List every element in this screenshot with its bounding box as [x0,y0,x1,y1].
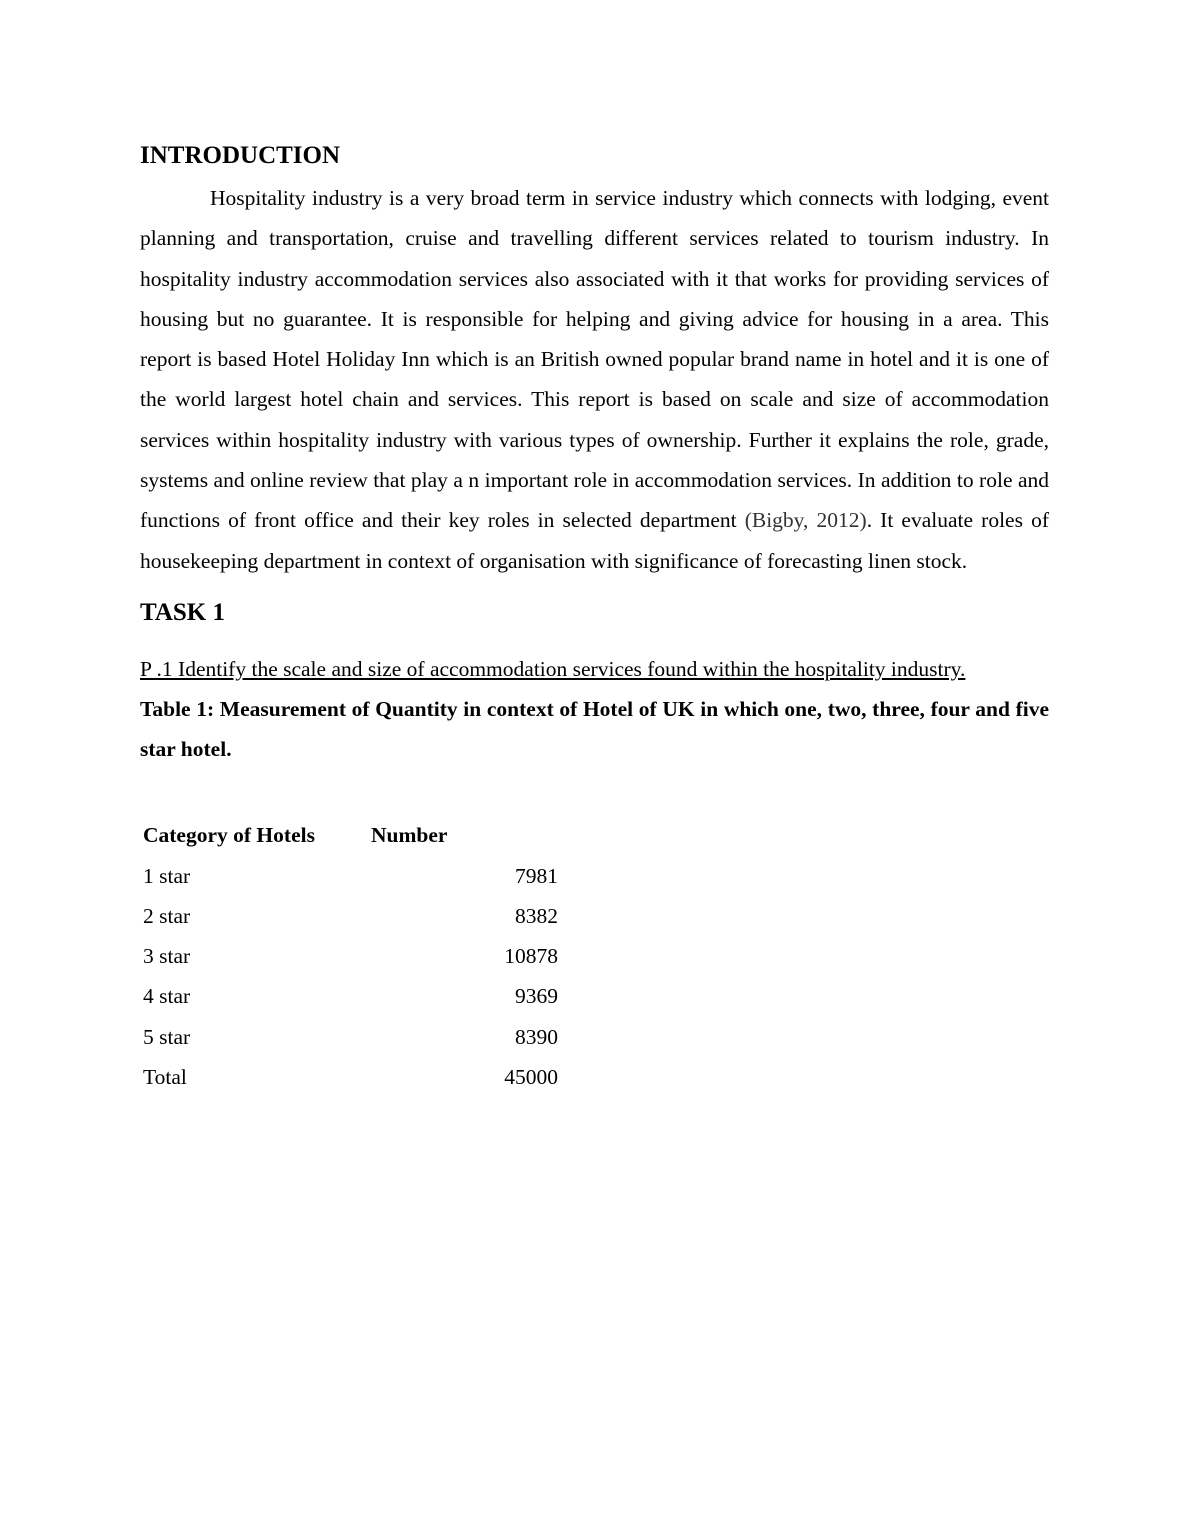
task1-subtask: P .1 Identify the scale and size of accommodation services found within the hospitality industry. [140,656,966,681]
row-category: 2 star [143,903,191,928]
row-number: 45000 [504,1064,558,1089]
table-row [140,896,558,936]
document-page [140,138,1049,1098]
table-header-row [140,816,558,856]
row-number: 7981 [515,863,558,888]
table-row [140,856,558,896]
introduction-paragraph [140,178,1049,581]
table-row [140,1017,558,1057]
row-number: 8390 [515,1024,558,1049]
introduction-heading: INTRODUCTION [140,142,341,169]
table-row-total [140,1057,558,1097]
introduction-text-b: . It evaluate roles of housekeeping department in context of organisation with significance of forecasting linen stock. [140,508,1049,573]
row-category: Total [143,1064,187,1089]
table-row [140,977,558,1017]
table-caption: Table 1: Measurement of Quantity in context of Hotel of UK in which one, two, three, four and five star hotel. [140,696,1049,762]
introduction-text-a: Hospitality industry is a very broad term in service industry which connects with lodging, event planning and transportation, cruise and travelling different services related to tourism industry. In hospitality industry accommodation services also associated with it that works for providing services of housing but no guarantee. It is responsible for helping and giving advice for housing in a area. This report is based Hotel Holiday Inn which is an British owned popular brand name in hotel and it is one of the world largest hotel chain and services. This report is based on scale and size of accommodation services within hospitality industry with various types of ownership. Further it explains the role, grade, systems and online review that play a n important role in accommodation services. In addition to role and functions of front office and their key roles in selected department [140,186,1049,533]
row-number: 9369 [515,984,558,1009]
task1-heading: TASK 1 [140,598,225,626]
row-category: 4 star [143,984,191,1009]
hotel-category-table [140,816,558,1098]
row-category: 5 star [143,1024,191,1049]
citation: (Bigby, 2012) [744,508,867,533]
row-category: 3 star [143,944,191,969]
header-category: Category of Hotels [143,823,315,848]
table-row [140,936,558,976]
row-number: 8382 [515,903,558,928]
header-number: Number [371,823,448,848]
row-category: 1 star [143,863,191,888]
row-number: 10878 [504,944,558,969]
